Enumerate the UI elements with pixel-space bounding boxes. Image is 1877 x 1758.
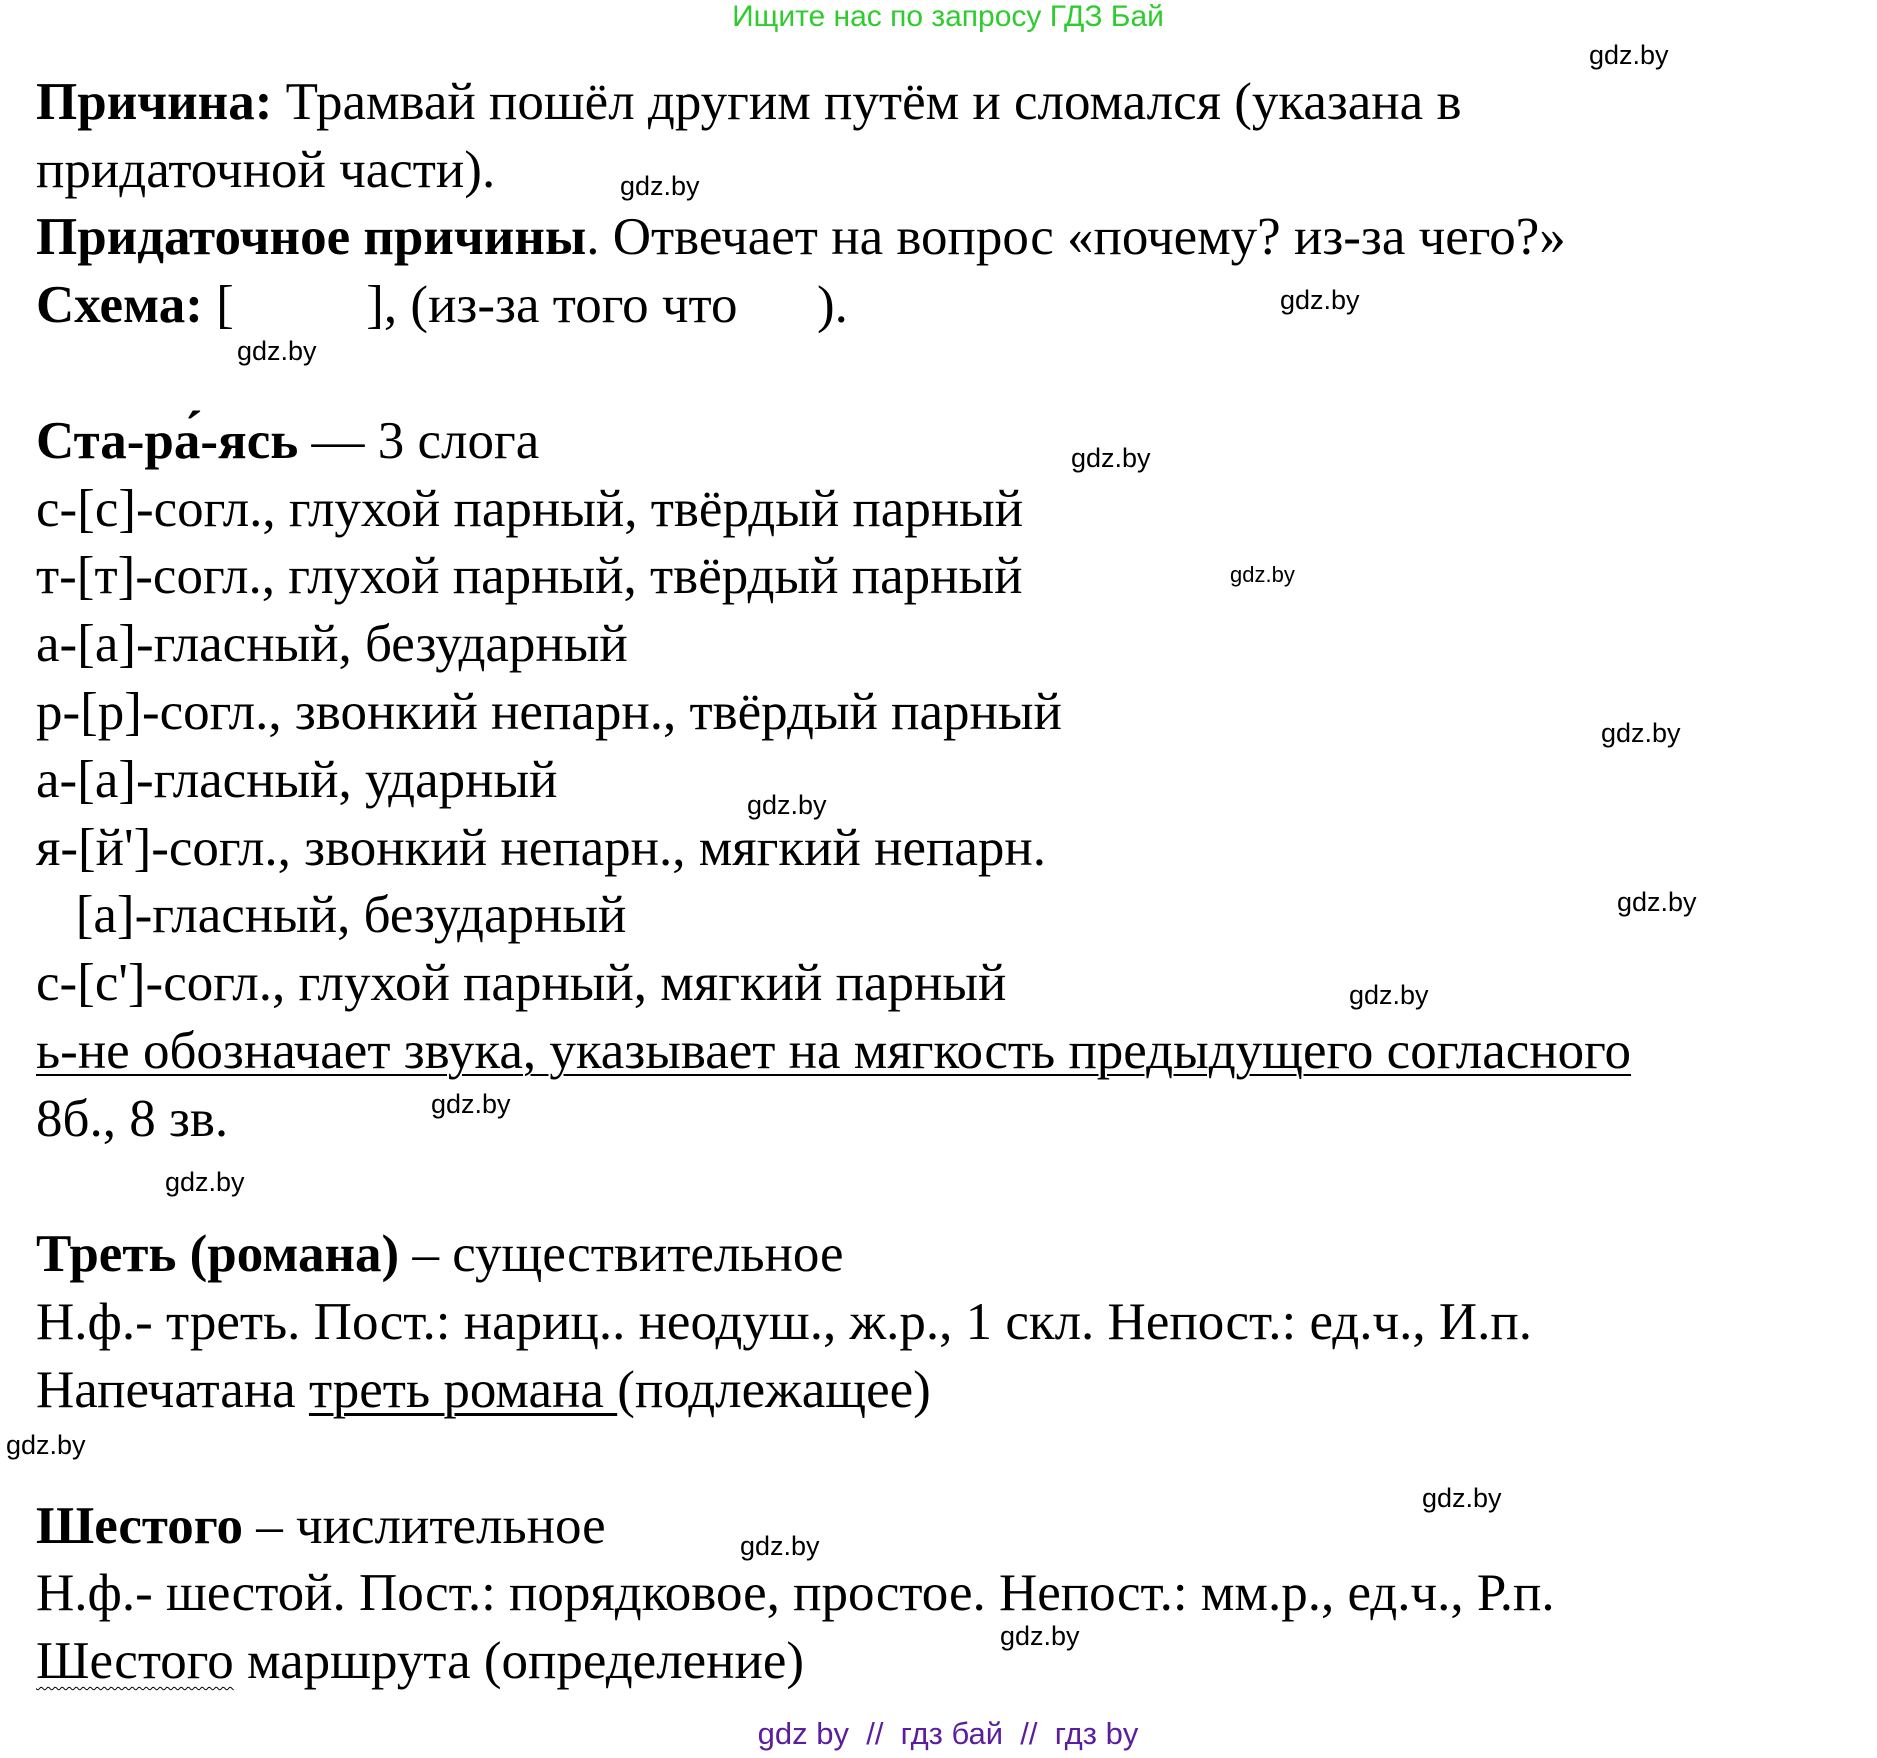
watermark: gdz.by (1422, 1483, 1502, 1513)
subject-underlined: треть романа (308, 1361, 618, 1419)
scheme-line (36, 277, 848, 333)
phonetic-title (36, 413, 539, 469)
phonetic-line: р-[р]-согл., звонкий непарн., твёрдый парный (36, 683, 1062, 741)
watermark: gdz.by (6, 1430, 86, 1460)
watermark: gdz.by (1280, 285, 1360, 315)
phonetic-line-soft-sign: ь-не обозначает звука, указывает на мягкость предыдущего согласного (36, 1022, 1632, 1080)
syllable-count: — 3 слога (298, 412, 540, 470)
watermark: gdz.by (1589, 40, 1669, 70)
watermark: gdz.by (747, 790, 827, 820)
numeral-title (36, 1498, 606, 1554)
numeral-role: маршрута (определение) (233, 1632, 805, 1690)
phonetic-line: с-[с]-согл., глухой парный, твёрдый парный (36, 480, 1024, 538)
clause-type-label: Придаточное причины (36, 208, 587, 266)
watermark: gdz.by (740, 1531, 820, 1561)
numeral-pos: – числительное (242, 1497, 606, 1555)
phonetic-word: Ста-ра́-ясь (36, 412, 299, 470)
search-hint-banner: Ищите нас по запросу ГДЗ Бай (732, 0, 1164, 33)
watermark: gdz.by (1601, 718, 1681, 748)
attribute-underlined: Шестого (36, 1632, 234, 1690)
cause-line-2: придаточной части). (36, 141, 496, 199)
numeral-morphology: Н.ф.- шестой. Пост.: порядковое, простое. Непост.: мм.р., ед.ч., Р.п. (36, 1564, 1555, 1622)
phonetic-line: а-[а]-гласный, безударный (36, 615, 628, 673)
watermark: gdz.by (237, 336, 317, 366)
cause-line (36, 74, 1461, 130)
footer-brand (0, 1716, 1877, 1752)
phonetic-line: я-[й']-согл., звонкий непарн., мягкий непарн. (36, 819, 1047, 877)
noun-role: (подлежащее) (617, 1361, 931, 1419)
numeral-word: Шестого (36, 1497, 243, 1555)
watermark: gdz.by (431, 1089, 511, 1119)
cause-label: Причина: (36, 73, 273, 131)
footer-text: gdz by // гдз бай // гдз by (757, 1716, 1139, 1751)
phonetic-line: т-[т]-согл., глухой парный, твёрдый парный (36, 547, 1023, 605)
phonetic-summary: 8б., 8 зв. (36, 1090, 229, 1148)
noun-sentence (36, 1362, 931, 1418)
watermark: gdz.by (1349, 980, 1429, 1010)
watermark: gdz.by (620, 171, 700, 201)
phonetic-line: с-[с']-согл., глухой парный, мягкий парный (36, 954, 1007, 1012)
watermark: gdz.by (1071, 443, 1151, 473)
watermark: gdz.by (1617, 887, 1697, 917)
watermark: gdz.by (1230, 562, 1295, 587)
phonetic-line: [а]-гласный, безударный (36, 886, 627, 944)
phonetic-line: а-[а]-гласный, ударный (36, 751, 558, 809)
clause-type-text: . Отвечает на вопрос «почему? из-за чего?» (586, 208, 1566, 266)
cause-text: Трамвай пошёл другим путём и сломался (указана в (272, 73, 1462, 131)
noun-title (36, 1226, 844, 1282)
numeral-sentence (36, 1633, 804, 1689)
noun-word: Треть (романа) (36, 1225, 400, 1283)
scheme-label: Схема: (36, 276, 203, 334)
noun-pos: – существительное (399, 1225, 844, 1283)
watermark: gdz.by (1000, 1621, 1080, 1651)
noun-sentence-start: Напечатана (36, 1361, 309, 1419)
watermark: gdz.by (165, 1167, 245, 1197)
clause-type-line (36, 209, 1566, 265)
scheme-text: [ ], (из-за того что ). (202, 276, 848, 334)
noun-morphology: Н.ф.- треть. Пост.: нариц.. неодуш., ж.р., 1 скл. Непост.: ед.ч., И.п. (36, 1293, 1533, 1351)
